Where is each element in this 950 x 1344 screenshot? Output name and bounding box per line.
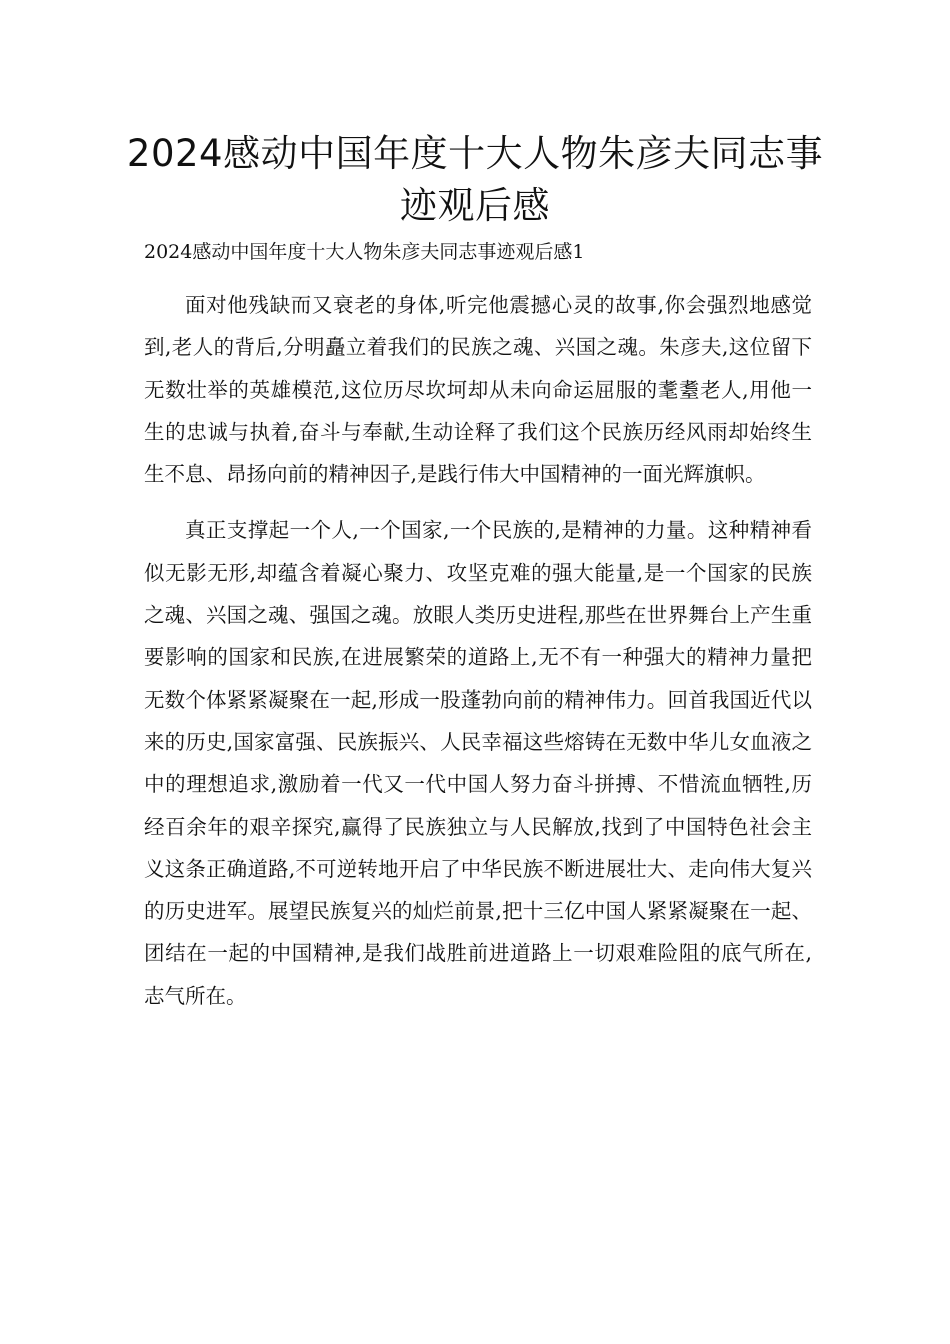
section-heading: 2024感动中国年度十大人物朱彦夫同志事迹观后感1 (144, 241, 585, 263)
document-title: 2024感动中国年度十大人物朱彦夫同志事迹观后感 (126, 132, 824, 227)
paragraph-1: 面对他残缺而又衰老的身体,听完他震撼心灵的故事,你会强烈地感觉到,老人的背后,分明矗立着我们的民族之魂、兴国之魂。朱彦夫,这位留下无数壮举的英雄模范,这位历尽坎坷却从未向命运屈服的耄耋老人,用他一生的忠诚与执着,奋斗与奉献,生动诠释了我们这个民族历经风雨却始终生生不息、昂扬向前的精神因子,是践行伟大中国精神的一面光辉旗帜。 (144, 293, 812, 487)
document-body (144, 284, 812, 1031)
paragraph-2: 真正支撑起一个人,一个国家,一个民族的,是精神的力量。这种精神看似无影无形,却蕴含着凝心聚力、攻坚克难的强大能量,是一个国家的民族之魂、兴国之魂、强国之魂。放眼人类历史进程,那些在世界舞台上产生重要影响的国家和民族,在进展繁荣的道路上,无不有一种强大的精神力量把无数个体紧紧凝聚在一起,形成一股蓬勃向前的精神伟力。回首我国近代以来的历史,国家富强、民族振兴、人民幸福这些熔铸在无数中华儿女血液之中的理想追求,激励着一代又一代中国人努力奋斗拼搏、不惜流血牺牲,历经百余年的艰辛探究,赢得了民族独立与人民解放,找到了中国特色社会主义这条正确道路,不可逆转地开启了中华民族不断进展壮大、走向伟大复兴的历史进军。展望民族复兴的灿烂前景,把十三亿中国人紧紧凝聚在一起、团结在一起的中国精神,是我们战胜前进道路上一切艰难险阻的底气所在,志气所在。 (144, 518, 812, 1008)
